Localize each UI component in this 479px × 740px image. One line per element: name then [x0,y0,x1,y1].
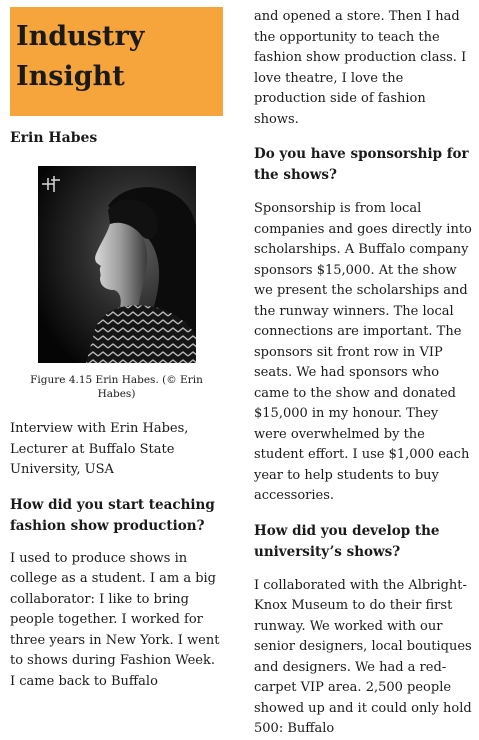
author-name: Erin Habes [10,130,98,146]
banner-title-line2: Insight [16,61,125,92]
question-1: How did you start teaching fashion show production? [10,496,215,534]
answer-3: I collaborated with the Albright-Knox Museum to do their first runway. We worked with our senior designers, local boutiques and designers. We had a red-carpet VIP area. 2,500 people showed up and it could only hold 500: Buffalo [254,577,472,736]
banner-title-line1: Industry [16,21,145,52]
interview-intro: Interview with Erin Habes, Lecturer at Buffalo State University, USA [10,421,189,477]
answer-1-continued: and opened a store. Then I had the opportunity to teach the fashion show production class. I love theatre, I love the production side of fashion shows. [254,9,467,127]
right-column [254,7,472,740]
figure-caption: Figure 4.15 Erin Habes. (© Erin Habes) [30,374,203,400]
answer-1: I used to produce shows in college as a student. I am a big collaborator: I like to bring people together. I worked for three years in New York. I went to shows during Fashion Week. I came back to Buffalo [10,550,220,689]
answer-2: Sponsorship is from local companies and goes directly into scholarships. A Buffalo company sponsors $15,000. At the show we present the scholarships and the runway winners. The local connections are important. The sponsors sit front row in VIP seats. We had sponsors who came to the show and donated $15,000 in my honour. They were overwhelmed by the student effort. I use $1,000 each year to help students to buy accessories. [254,201,472,503]
portrait-photo [38,166,196,363]
left-column [10,7,223,692]
industry-insight-banner [10,7,223,116]
question-3: How did you develop the university’s shows? [254,522,440,560]
question-2: Do you have sponsorship for the shows? [254,146,469,183]
